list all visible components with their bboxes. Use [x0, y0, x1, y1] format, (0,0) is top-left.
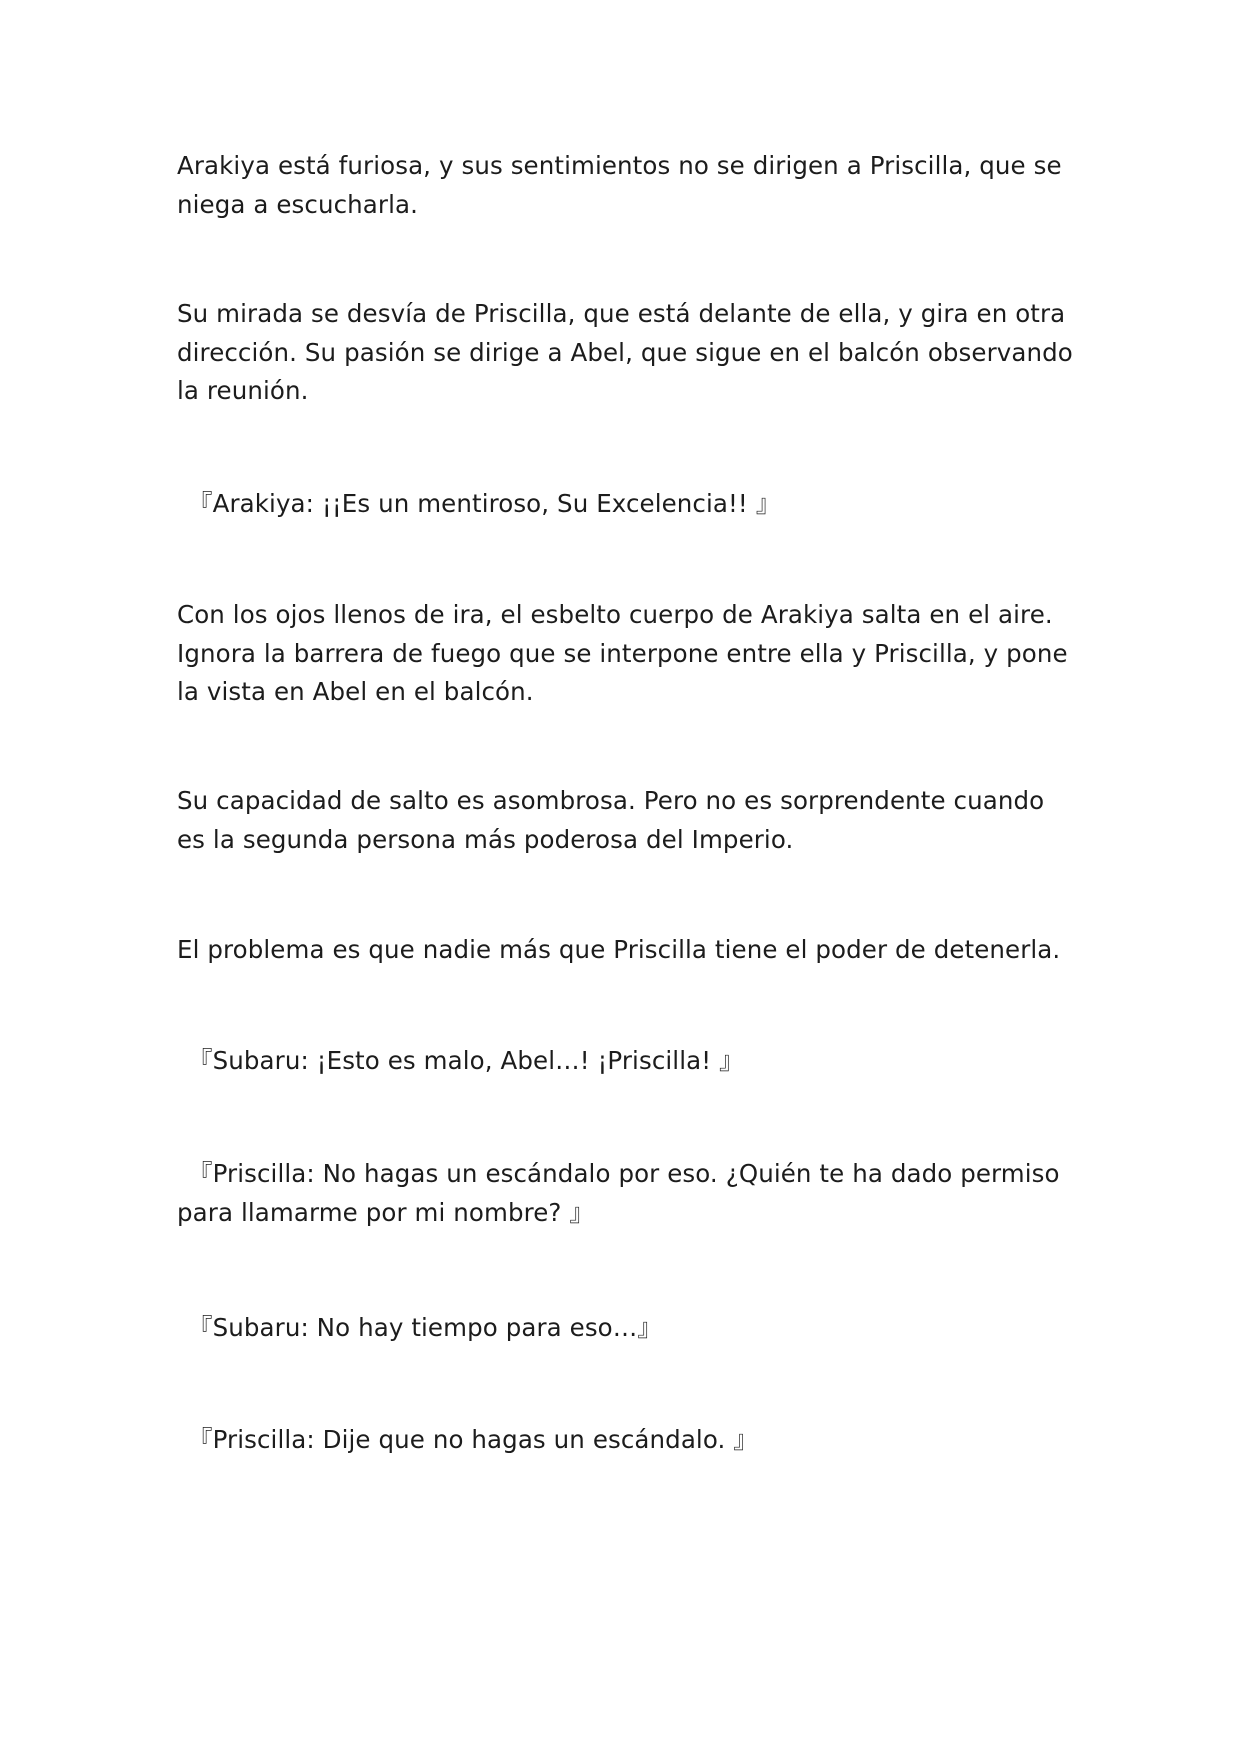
- dialogue-priscilla-repeat: 『Priscilla: Dije que no hagas un escándalo. 』: [188, 1425, 758, 1454]
- dialogue-priscilla-scolds: 『Priscilla: No hagas un escándalo por eso. ¿Quién te ha dado permiso para llamarme por mi nombre? 』: [177, 1159, 1060, 1227]
- paragraph-jump-ability: Su capacidad de salto es asombrosa. Pero no es sorprendente cuando es la segunda persona más poderosa del Imperio.: [177, 786, 1045, 854]
- dialogue-subaru-alarm: 『Subaru: ¡Esto es malo, Abel…! ¡Priscilla! 』: [188, 1046, 744, 1075]
- dialogue-subaru-no-time: 『Subaru: No hay tiempo para eso…』: [188, 1313, 662, 1342]
- paragraph-the-problem: El problema es que nadie más que Priscilla tiene el poder de detenerla.: [177, 935, 1061, 964]
- dialogue-arakiya: 『Arakiya: ¡¡Es un mentiroso, Su Excelencia!! 』: [188, 489, 781, 518]
- paragraph-arakiya-furious: Arakiya está furiosa, y sus sentimientos no se dirigen a Priscilla, que se niega a escucharla.: [177, 151, 1062, 219]
- paragraph-arakiya-jumps: Con los ojos llenos de ira, el esbelto cuerpo de Arakiya salta en el aire. Ignora la barrera de fuego que se interpone entre ella y Priscilla, y pone la vista en Abel en el balcón.: [177, 600, 1068, 706]
- paragraph-gaze-diverts: Su mirada se desvía de Priscilla, que está delante de ella, y gira en otra dirección. Su pasión se dirige a Abel, que sigue en el balcón observando la reunión.: [177, 299, 1073, 405]
